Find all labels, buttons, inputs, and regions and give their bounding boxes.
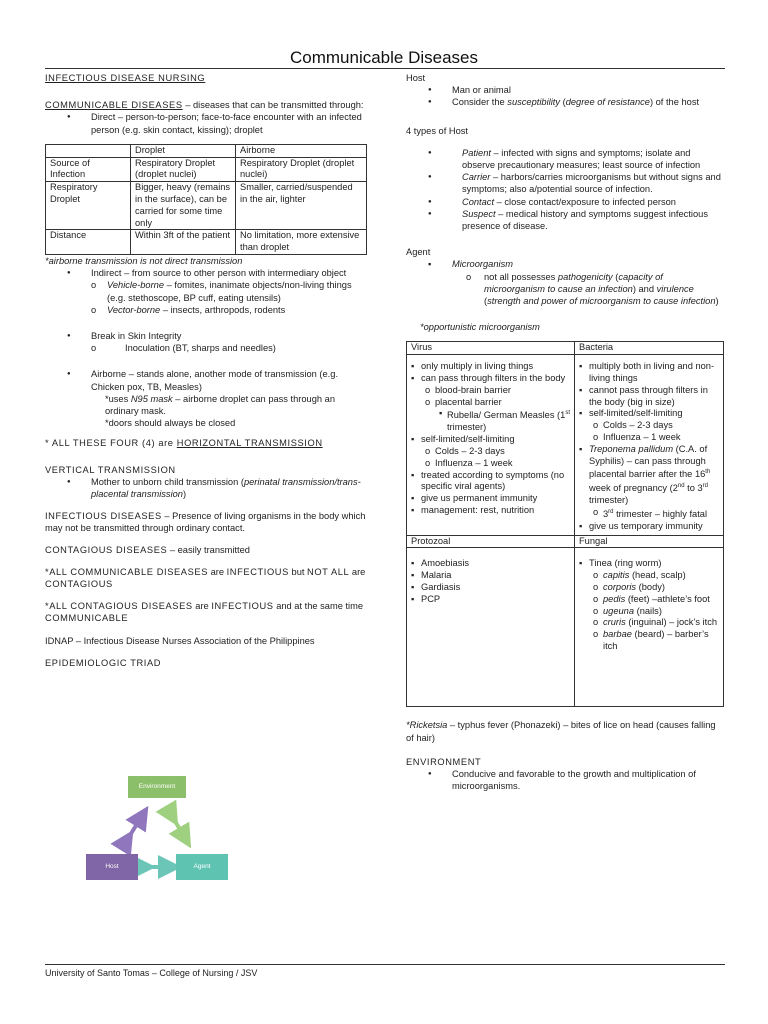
text: ) and [632, 283, 657, 294]
list-item [406, 258, 724, 270]
text: trimester) [447, 422, 487, 433]
table-cell: Respiratory Droplet (droplet nuclei) [131, 157, 236, 182]
paragraph [45, 544, 367, 556]
note [45, 437, 367, 449]
term: HORIZONTAL TRANSMISSION [176, 438, 323, 449]
list-item [579, 606, 719, 618]
list-item [579, 629, 719, 653]
list-item: ▪ PCP [411, 594, 570, 606]
list-item [406, 147, 724, 171]
table-cell: No limitation, more extensive than droplet [236, 230, 367, 255]
list-item: o placental barrier [411, 397, 570, 409]
definition: – close contact/exposure to infected person [494, 196, 676, 207]
list-item [579, 507, 719, 521]
list-item: ▪ self-limited/self-limiting [411, 434, 570, 446]
note: *opportunistic microorganism [420, 322, 540, 333]
agent-node: Agent [176, 854, 228, 880]
virus-list [411, 361, 570, 516]
table-cell [575, 548, 724, 707]
superscript: rd [702, 483, 709, 490]
list-item [579, 594, 719, 606]
term: virulence [656, 283, 694, 294]
host-list [406, 84, 724, 108]
list-item: ▪ give us temporary immunity [579, 521, 719, 533]
table-row [46, 182, 367, 230]
text: (feet) –athlete’s foot [625, 593, 710, 604]
term: capacity of microorganism to cause an infection [484, 271, 663, 294]
table-header: Bacteria [575, 342, 724, 355]
list-item: ● Break in Skin Integrity [45, 330, 367, 342]
term: Vehicle-borne [107, 280, 165, 291]
table-header: Fungal [575, 535, 724, 548]
text: *ALL COMMUNICABLE DISEASES [45, 566, 209, 577]
section-heading: ENVIRONMENT [406, 756, 482, 767]
term: degree of resistance [565, 97, 650, 108]
list-item: ▪ Amoebiasis [411, 558, 570, 570]
term: Carrier [462, 172, 491, 183]
left-column [45, 72, 367, 669]
table-cell [46, 144, 131, 157]
table-cell: Source of Infection [46, 157, 131, 182]
term: Suspect [462, 208, 496, 219]
list-item: ▪ give us permanent immunity [411, 493, 570, 505]
text: – airborne droplet can pass through an ordinary mask. [105, 393, 335, 417]
term: Microorganism [452, 259, 513, 270]
superscript: th [705, 469, 711, 476]
table-row [46, 157, 367, 182]
epidemiologic-triad-diagram [82, 770, 232, 885]
environment-node: Environment [128, 776, 186, 798]
list-item: ● Airborne – stands alone, another mode of transmission (e.g. Chicken pox, TB, Measles) [45, 368, 367, 392]
term: Treponema pallidum [589, 443, 674, 454]
text: trimester) [589, 495, 629, 506]
text: 3 [603, 509, 609, 520]
table-cell: Bigger, heavy (remains in the surface), can be carried for some time only [131, 182, 236, 230]
footer-rule [45, 964, 725, 965]
superscript: rd [608, 509, 614, 515]
list-item: ▪ multiply both in living and non-living things [579, 361, 719, 385]
text: INFECTIOUS [211, 601, 274, 612]
text: but [288, 566, 308, 577]
text: are [208, 566, 227, 577]
section-heading: Agent [406, 247, 431, 258]
page-title: Communicable Diseases [289, 48, 479, 67]
list-item: o Inoculation (BT, sharps and needles) [45, 342, 367, 354]
table-cell: Respiratory Droplet [46, 182, 131, 230]
note: *doors should always be closed [105, 418, 236, 429]
definition: – easily transmitted [167, 544, 250, 555]
list-item [406, 96, 724, 108]
list-item [579, 582, 719, 594]
definition: – diseases that can be transmitted through: [182, 100, 364, 111]
term: susceptibility [507, 97, 561, 108]
paragraph-communicable [45, 99, 367, 111]
table-row [407, 548, 724, 707]
term: Contact [462, 196, 495, 207]
section-heading: Host [406, 73, 426, 83]
text: ( [612, 271, 619, 282]
list-item: o Influenza – 1 week [579, 432, 719, 444]
fungal-list [579, 558, 719, 652]
table-cell [407, 548, 575, 707]
list-item: ▪ treated according to symptoms (no specific viral agents) [411, 470, 570, 494]
host-environment-arrow [127, 816, 142, 840]
list-item [406, 171, 724, 195]
note [45, 600, 367, 624]
text: week of pregnancy (2 [589, 483, 678, 494]
text: (inguinal) – jock’s itch [625, 617, 718, 628]
list-item [579, 617, 719, 629]
host-types-list [406, 147, 724, 232]
term: strength and power of microorganism to cause infection [487, 296, 716, 307]
bacteria-list [579, 361, 719, 532]
definition: – fomites, inanimate objects/non-living things (e.g. stethoscope, BP cuff, eating utensils) [107, 280, 352, 303]
text: *ALL CONTAGIOUS DISEASES [45, 601, 193, 612]
list-item: ▪ Tinea (ring worm) [579, 558, 719, 570]
term: COMMUNICABLE DISEASES [45, 100, 183, 111]
definition: – infected with signs and symptoms; isolate and observe precautionary measures; least source of infection [462, 147, 701, 171]
definition: – typhus fever (Phonazeki) – bites of lice on head (causes falling of hair) [406, 720, 716, 743]
table-row [407, 355, 724, 535]
term: pedis [603, 593, 626, 604]
list-item: ▪ self-limited/self-limiting [579, 408, 719, 420]
table-row [46, 230, 367, 255]
list-item [579, 570, 719, 582]
environment-list [406, 768, 724, 792]
text: CONTAGIOUS [45, 579, 113, 590]
list-item [45, 279, 367, 303]
text: (nails) [634, 605, 662, 616]
list-item: o Colds – 2-3 days [579, 420, 719, 432]
term: barbae [603, 629, 632, 640]
text: Consider the [452, 97, 508, 108]
list-item: ▪ cannot pass through filters in the body (big in size) [579, 385, 719, 409]
list-item: ▪ Gardiasis [411, 582, 570, 594]
table-header: Virus [407, 342, 575, 355]
text: (C.A. of Syphilis) – can pass through placental barrier after the 16 [589, 443, 708, 480]
note: *airborne transmission is not direct transmission [45, 255, 243, 266]
section-heading: INFECTIOUS DISEASE NURSING [45, 73, 206, 83]
text: Mother to unborn child transmission ( [91, 476, 244, 487]
superscript: nd [677, 483, 685, 490]
table-cell: Within 3ft of the patient [131, 230, 236, 255]
term: cruris [603, 617, 626, 628]
list-item [45, 304, 367, 316]
text: ) [715, 296, 719, 307]
text: INFECTIOUS [226, 566, 289, 577]
term: CONTAGIOUS DISEASES [45, 544, 168, 555]
list-item [406, 196, 724, 208]
term: *Ricketsia [406, 720, 448, 731]
note [406, 719, 724, 743]
term: ugeuna [603, 605, 635, 616]
text: *uses [105, 393, 131, 404]
droplet-airborne-table [45, 144, 367, 255]
text: ( [560, 97, 566, 108]
section-heading: 4 types of Host [406, 125, 469, 136]
section-heading: EPIDEMIOLOGIC TRIAD [45, 657, 162, 668]
agent-list [406, 258, 724, 307]
right-column [406, 72, 724, 793]
note [45, 566, 367, 590]
text: Rubella/ German Measles (1 [447, 410, 566, 421]
list-item [406, 208, 724, 232]
list-item [411, 408, 570, 434]
table-cell [575, 355, 724, 535]
environment-agent-arrow [172, 816, 185, 838]
table-row [46, 144, 367, 157]
text: (beard) – barber’s itch [603, 629, 709, 652]
text: to 3 [684, 483, 703, 494]
table-cell: Smaller, carried/suspended in the air, lighter [236, 182, 367, 230]
table-cell [407, 355, 575, 535]
term: Vector-borne [107, 304, 161, 315]
text: (body) [636, 582, 666, 593]
list-item: ● Conducive and favorable to the growth and multiplication of microorganisms. [406, 768, 724, 792]
transmission-list [45, 111, 367, 135]
text: ) [182, 489, 187, 500]
term: corporis [603, 582, 637, 593]
term: N95 mask [130, 393, 173, 404]
definition: – harbors/carries microorganisms but without signs and symptoms; also a/potential source of infection. [462, 172, 721, 195]
term: pathogenicity [557, 271, 613, 282]
list-item: ▪ only multiply in living things [411, 361, 570, 373]
term: INFECTIOUS DISEASES [45, 511, 162, 522]
table-cell: Distance [46, 230, 131, 255]
table-cell: Airborne [236, 144, 367, 157]
table-cell: Droplet [131, 144, 236, 157]
transmission-list [45, 330, 367, 354]
footer-text: University of Santo Tomas – College of Nursing / JSV [45, 968, 258, 978]
text: are [349, 566, 366, 577]
term: Patient [462, 147, 491, 158]
term: perinatal transmission/trans-placental transmission [91, 476, 361, 500]
text: are [192, 601, 212, 612]
text: ( [484, 296, 488, 307]
text: ) of the host [649, 97, 700, 108]
section-heading: VERTICAL TRANSMISSION [45, 464, 176, 475]
list-item: ▪ Malaria [411, 570, 570, 582]
list-item: ▪ can pass through filters in the body [411, 373, 570, 385]
paragraph: IDNAP – Infectious Disease Nurses Association of the Philippines [45, 635, 315, 646]
list-item [406, 271, 724, 308]
transmission-list [45, 476, 367, 500]
text: NOT ALL [307, 566, 350, 577]
term: capitis [603, 570, 630, 581]
table-row [407, 342, 724, 355]
list-item: o blood-brain barrier [411, 385, 570, 397]
host-node: Host [86, 854, 138, 880]
note [45, 393, 367, 417]
list-item: ● Direct – person-to-person; face-to-face encounter with an infected person (e.g. skin contact, kissing); droplet [45, 111, 367, 135]
paragraph [45, 510, 367, 534]
list-item: ▪ management: rest, nutrition [411, 505, 570, 517]
table-row [407, 535, 724, 548]
text: * ALL THESE FOUR (4) are [45, 438, 177, 449]
definition: – medical history and symptoms suggest infectious presence of disease. [462, 208, 708, 232]
protozoa-list [411, 558, 570, 605]
list-item [579, 444, 719, 507]
transmission-list [45, 368, 367, 392]
list-item: ● Indirect – from source to other person with intermediary object [45, 267, 367, 279]
transmission-list [45, 267, 367, 316]
list-item [45, 476, 367, 500]
text: and at the same time [273, 601, 364, 612]
list-item: ● Man or animal [406, 84, 724, 96]
header-rule [45, 68, 725, 69]
definition: – insects, arthropods, rodents [160, 304, 286, 315]
microorganism-table [406, 341, 724, 707]
definition: – Presence of living organisms in the body which may not be transmitted through ordinary contact. [45, 511, 366, 534]
text: not all possesses [484, 271, 558, 282]
text: COMMUNICABLE [45, 613, 129, 624]
table-header: Protozoal [407, 535, 575, 548]
superscript: st [565, 410, 570, 417]
text: (head, scalp) [629, 570, 686, 581]
list-item: o Colds – 2-3 days [411, 446, 570, 458]
table-cell: Respiratory Droplet (droplet nuclei) [236, 157, 367, 182]
list-item: o Influenza – 1 week [411, 458, 570, 470]
text: trimester – highly fatal [613, 509, 708, 520]
